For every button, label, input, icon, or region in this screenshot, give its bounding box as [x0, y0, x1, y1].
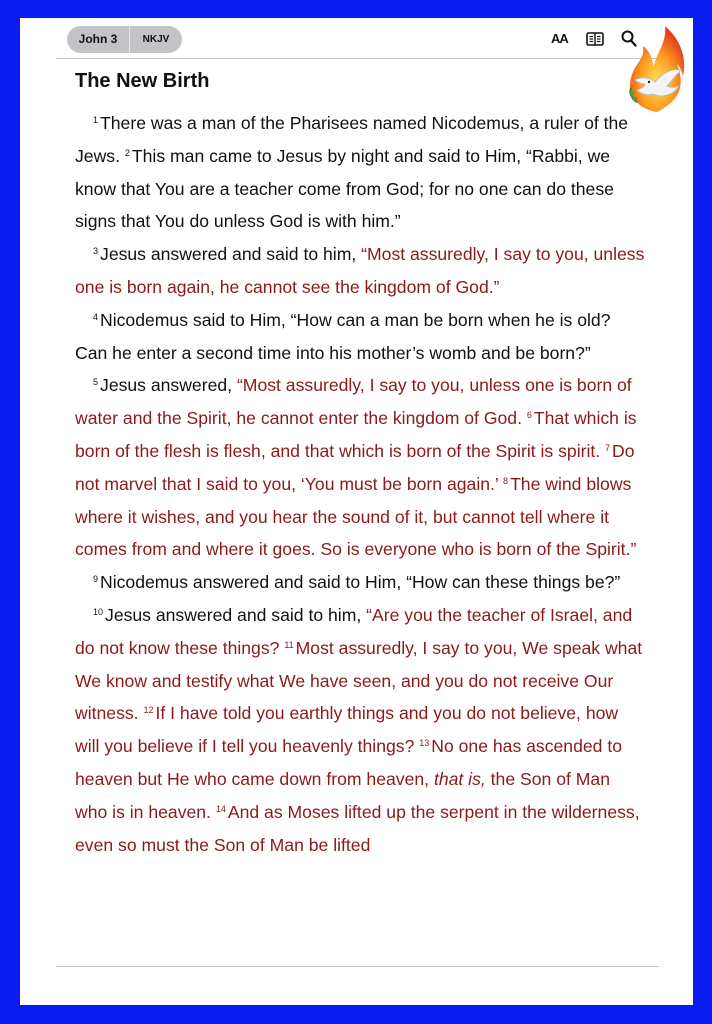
reader-page	[20, 18, 693, 1005]
verse-paragraph	[75, 599, 645, 861]
verse-words: the Son of Man who is in heaven.	[75, 768, 610, 822]
verse-number: 11	[284, 639, 294, 650]
verse-words: And as Moses lifted up the serpent in the wilderness, even so must the Son of Man be lifted	[75, 801, 640, 855]
verse-words: “Most assuredly, I say to you, unless one is born of water and the Spirit, he cannot enter the kingdom of God.	[75, 375, 632, 429]
verse-2[interactable]	[75, 146, 614, 232]
verse-number: 3	[93, 246, 99, 257]
verse-words: No one has ascended to heaven but He who came down from heaven,	[75, 736, 623, 789]
verse-words: Most assuredly, I say to you, We speak what We know and testify what We have seen, and you do not receive Our witness.	[75, 637, 643, 724]
verse-number: 8	[503, 475, 509, 486]
verse-paragraph	[75, 566, 645, 599]
verse-number: 2	[124, 147, 130, 158]
footer-divider	[56, 966, 659, 967]
verse-words: This man came to Jesus by night and said to Him, “Rabbi, we know that You are a teacher come from God; for no one can do these signs that You do unless God is with him.”	[75, 145, 614, 232]
verse-number: 6	[526, 410, 532, 421]
verse-text	[75, 107, 645, 861]
verse-words: that is,	[433, 768, 486, 789]
verse-number: 13	[419, 738, 430, 749]
verse-number: 7	[605, 442, 611, 453]
verse-paragraph	[75, 304, 645, 370]
header-divider	[56, 58, 659, 59]
verse-words: Nicodemus answered and said to Him, “How can these things be?”	[100, 572, 621, 593]
verse-number: 4	[93, 311, 99, 322]
book-chapter-button[interactable]: John 3	[67, 26, 130, 53]
verse-words: If I have told you earthly things and you do not believe, how will you believe if I tell you heavenly things?	[75, 703, 619, 757]
verse-number: 1	[93, 115, 99, 125]
chapter-content	[75, 66, 645, 861]
verse-number: 9	[93, 574, 99, 585]
verse-5[interactable]	[93, 375, 237, 395]
verse-9[interactable]	[93, 572, 620, 592]
verse-number: 10	[93, 606, 104, 617]
verse-words: Jesus answered and said to him,	[105, 604, 367, 625]
verse-words: Jesus answered and said to him,	[100, 244, 362, 265]
version-button[interactable]: NKJV	[142, 34, 170, 45]
section-heading: The New Birth	[75, 70, 210, 92]
verse-words: Jesus answered,	[100, 375, 237, 396]
verse-words: The wind blows where it wishes, and you hear the sound of it, but cannot tell where it comes from and where it goes. So is everyone who is born of the Spirit.”	[75, 473, 637, 560]
book-icon[interactable]	[586, 32, 604, 51]
verse-words: That which is born of the flesh is flesh, and that which is born of the Spirit is spirit.	[75, 408, 637, 461]
verse-4[interactable]	[75, 310, 610, 363]
verse-words: There was a man of the Pharisees named Nicodemus, a ruler of the Jews.	[75, 113, 629, 166]
verse-words: “Most assuredly, I say to you, unless one is born again, he cannot see the kingdom of God.”	[75, 244, 645, 297]
verse-number: 5	[93, 377, 99, 388]
verse-number: 14	[215, 803, 226, 814]
passage-selector[interactable]	[67, 26, 182, 53]
verse-words: Do not marvel that I said to you, ‘You must be born again.’	[75, 440, 635, 494]
verse-paragraph	[75, 369, 645, 566]
verse-number: 12	[143, 705, 154, 716]
verse-words: “Are you the teacher of Israel, and do not know these things?	[75, 604, 633, 658]
font-size-button[interactable]: AA	[551, 31, 568, 46]
verse-paragraph	[75, 107, 645, 238]
verse-text-segment[interactable]	[434, 769, 486, 789]
top-toolbar	[20, 18, 693, 58]
verse-3[interactable]	[93, 244, 361, 264]
verse-words: Nicodemus said to Him, “How can a man be born when he is old? Can he enter a second time into his mother’s womb and be born?”	[75, 309, 611, 363]
verse-paragraph	[75, 238, 645, 304]
verse-10[interactable]	[93, 605, 366, 625]
